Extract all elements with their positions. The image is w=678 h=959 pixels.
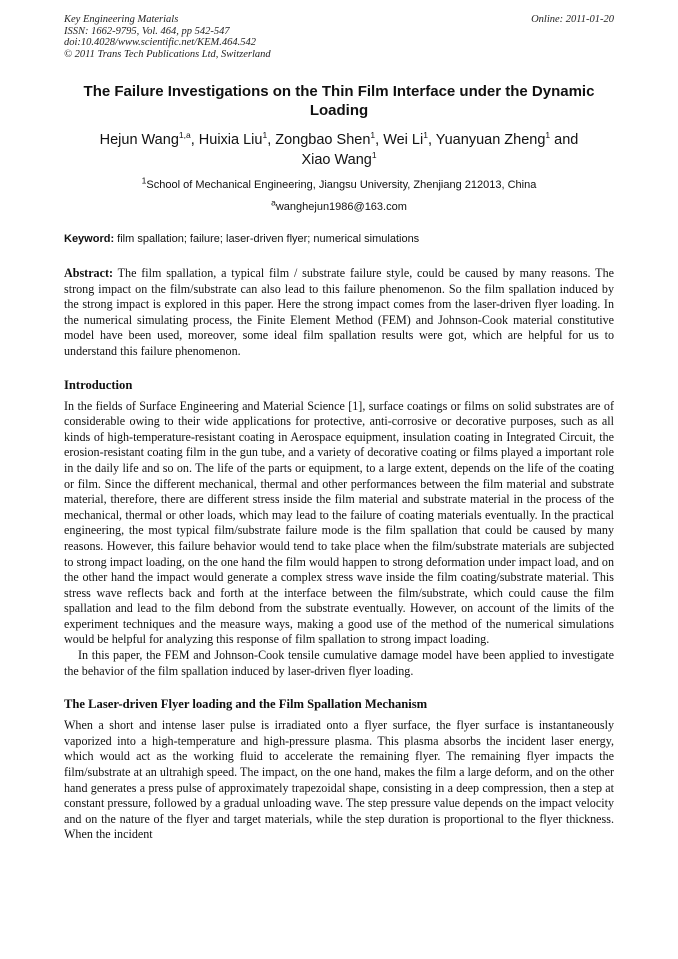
introduction-heading: Introduction bbox=[64, 377, 133, 392]
author-separator: , bbox=[427, 132, 436, 148]
author-name: Huixia Liu bbox=[198, 132, 263, 148]
author-affil-sup: 1 bbox=[370, 130, 376, 141]
author-name: Yuanyuan Zheng bbox=[435, 132, 546, 148]
affiliation-text: School of Mechanical Engineering, Jiangsu University, Zhenjiang 212013, China bbox=[146, 179, 537, 191]
keywords bbox=[64, 232, 614, 246]
author-affil-sup: 1 bbox=[545, 130, 551, 141]
author-separator: and bbox=[550, 132, 579, 148]
author-email bbox=[64, 197, 614, 214]
journal-name: Key Engineering Materials bbox=[64, 14, 179, 25]
author-separator: , bbox=[267, 132, 276, 148]
online-date: Online: 2011-01-20 bbox=[531, 14, 614, 25]
affiliation-sup: 1 bbox=[141, 175, 147, 186]
author-list bbox=[64, 130, 614, 170]
abstract bbox=[64, 266, 614, 360]
paper-page bbox=[64, 14, 614, 843]
issn-line: ISSN: 1662-9795, Vol. 464, pp 542-547 bbox=[64, 25, 230, 37]
abstract-text: The film spallation, a typical film / substrate failure style, could be caused by many reasons. The strong impact on the film/substrate can also lead to this failure phenomenon. So the film spallation induced by the strong impact is explored in this paper. Here the strong impact comes from the laser-driven flyer loading. In the numerical simulating process, the Finite Element Method (FEM) and Johnson-Cook material constitutive model have been used, moreover, some ideal film spallation results were got, which are helpful for us to understand this failure phenomenon. bbox=[64, 266, 614, 358]
doi-line: doi:10.4028/www.scientific.net/KEM.464.542 bbox=[64, 37, 256, 48]
section2-paragraph: When a short and intense laser pulse is irradiated onto a flyer surface, the flyer surface is instantaneously vaporized into a high-temperature and high-pressure plasma. This plasma absorbs the incident laser energy, which would act as the working fluid to accelerate the remaining flyer. The remaining flyer impacts the film/substrate at an ultrahigh speed. The impact, on the one hand, makes the film a large deform, and on the other hand generates a press pulse of approximately trapezoidal shape, consisting in a deep compression, then a step at constant pressure, followed by a gradual unloading wave. The step pressure value depends on the impact velocity and on the nature of the flyer and target materials, while the step duration is proportional to the flyer thickness. When the incident bbox=[64, 718, 614, 842]
introduction-paragraph: In the fields of Surface Engineering and Material Science [1], surface coatings or films on solid substrates are of considerable owing to their wide applications for protective, anti-corrosive or decorative purposes, such as all kinds of high-temperature-resistant coating in Aerospace equipment, insulation coating in Integrated Circuit, the erosion-resistant coating film in the gun tube, and a variety of decorative coating or films played a important role in the daily life and so on. The life of the parts or equipment, to a large extent, depends on the life of the coating or film. Since the different mechanical, thermal and other performances between the film material and substrate material, therefore, there are different stress inside the film material and substrate material in the process of the mechanical, thermal or other loads, which may lead to the failure of coating materials eventually. In the practical engineering, the most typical film/substrate failure mode is the film spallation that could be caused by many reasons. However, this failure behavior would tend to take place when the film/substrate materials are subjected to strong impact loading, on the one hand the film would happen to strong deformation under impact load, and on the other hand the impact would generate a complex stress wave inside the film coating/substrate material. This stress wave reflects back and forth at the interface between the film/substrate, which could cause the film spallation and lead to the film debond from the substrate eventually. However, on account of the limits of the experiment techniques and the measure ways, making a good use of the method of the numerical simulations would be helpful for analyzing this response of film spallation to strong impact loading. bbox=[64, 398, 614, 647]
author-separator: , bbox=[190, 132, 199, 148]
email-sup: a bbox=[271, 197, 276, 208]
author-affil-sup: 1,a bbox=[178, 130, 191, 141]
author-affil-sup: 1 bbox=[423, 130, 428, 141]
copyright-line: © 2011 Trans Tech Publications Ltd, Switzerland bbox=[64, 48, 271, 60]
author-affil-sup: 1 bbox=[371, 150, 377, 161]
author-name: Hejun Wang bbox=[99, 132, 179, 148]
introduction-paragraph: In this paper, the FEM and Johnson-Cook tensile cumulative damage model have been applied to investigate the behavior of the film spallation induced by laser-driven flyer loading. bbox=[64, 648, 614, 678]
author-affil-sup: 1 bbox=[262, 130, 268, 141]
keywords-label: Keyword: bbox=[64, 233, 115, 245]
abstract-label: Abstract: bbox=[64, 266, 114, 280]
author-separator: , bbox=[375, 132, 384, 148]
section2-heading: The Laser-driven Flyer loading and the Film Spallation Mechanism bbox=[64, 697, 428, 712]
paper-title: The Failure Investigations on the Thin Film Interface under the Dynamic Loading bbox=[83, 83, 595, 119]
journal-header bbox=[64, 14, 614, 60]
author-name: Xiao Wang bbox=[301, 152, 372, 168]
keywords-text: film spallation; failure; laser-driven flyer; numerical simulations bbox=[114, 233, 420, 245]
email-text: wanghejun1986@163.com bbox=[275, 201, 407, 213]
author-name: Wei Li bbox=[383, 132, 424, 148]
affiliation bbox=[64, 175, 614, 192]
author-name: Zongbao Shen bbox=[275, 132, 371, 148]
